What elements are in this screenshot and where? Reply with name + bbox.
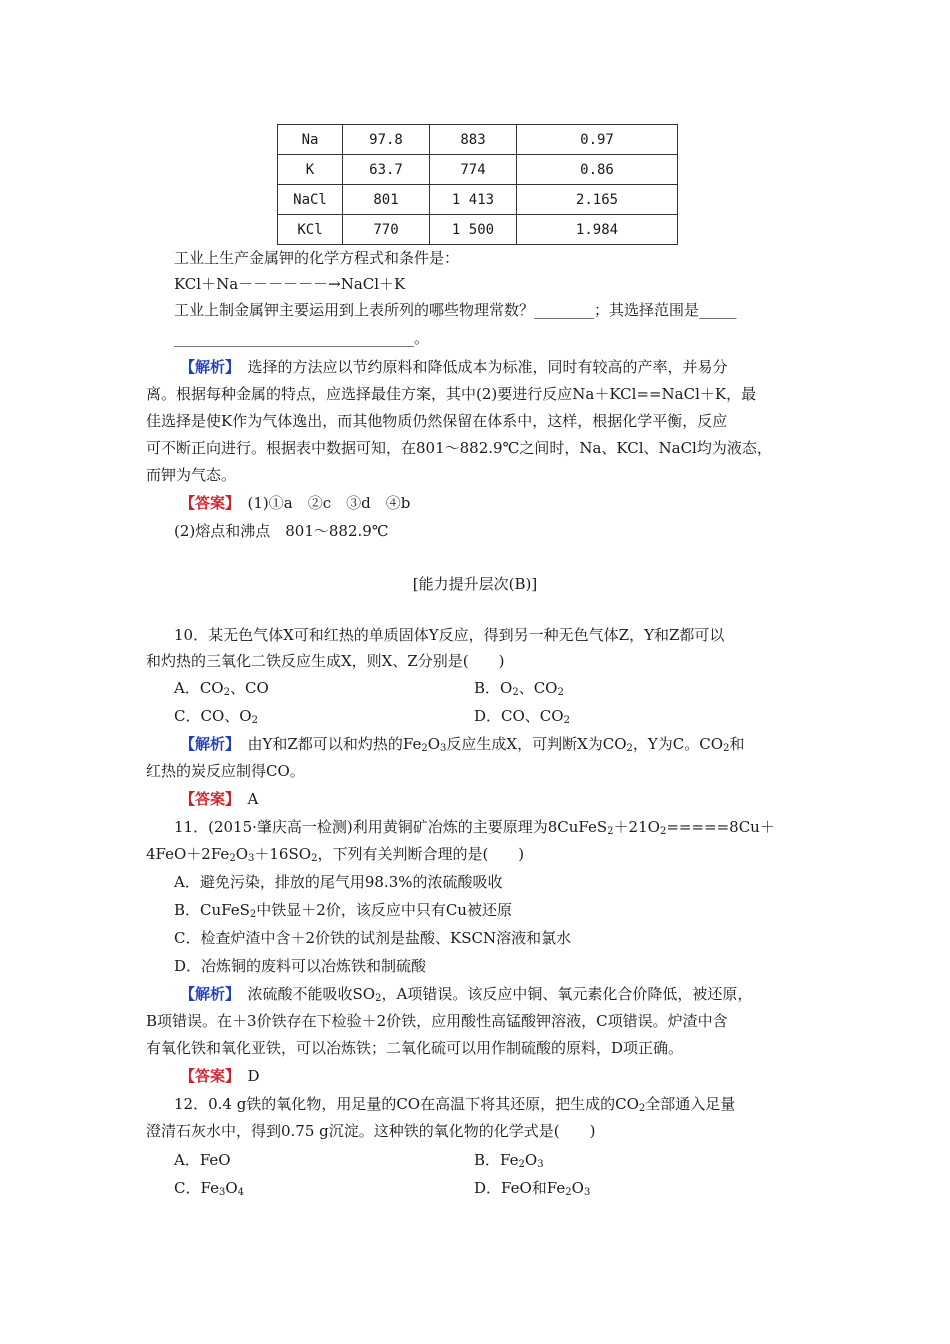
table-cell: Na <box>278 125 343 155</box>
q12-stem-line-1: 12．0.4 g铁的氧化物，用足量的CO在高温下将其还原，把生成的$CO_2$全部通入足量 <box>174 1095 736 1114</box>
table-cell: 774 <box>430 155 517 185</box>
table-row <box>278 125 678 155</box>
q11-answer: 【答案】 D <box>180 1067 260 1085</box>
q10-option-b: B．$O_2$、$CO_2$ <box>474 679 564 698</box>
q12-option-c: C．$Fe_3O_4$ <box>174 1179 245 1198</box>
section-title: [能力提升层次(B)] <box>412 575 538 593</box>
table-cell: NaCl <box>278 185 343 215</box>
q10-option-c: C．CO、$O_2$ <box>174 707 258 726</box>
q11-option-b: B．CuFeS$_2$中铁显＋2价，该反应中只有Cu被还原 <box>174 901 512 920</box>
table-cell: 0.86 <box>517 155 678 185</box>
q12-option-b: B．$Fe_2O_3$ <box>474 1151 544 1170</box>
q10-stem-line-1: 10．某无色气体X可和红热的单质固体Y反应，得到另一种无色气体Z，Y和Z都可以 <box>174 626 725 644</box>
q9-analysis-line-3: 佳选择是使K作为气体逸出，而其他物质仍然保留在体系中，这样，根据化学平衡，反应 <box>146 412 728 430</box>
table-cell: KCl <box>278 215 343 245</box>
table-row <box>278 155 678 185</box>
table-cell: 97.8 <box>343 125 430 155</box>
q11-option-a: A．避免污染，排放的尾气用98.3%的浓硫酸吸收 <box>174 873 503 891</box>
table-cell: 1.984 <box>517 215 678 245</box>
table-cell: 801 <box>343 185 430 215</box>
table-cell: K <box>278 155 343 185</box>
table-cell: 1 413 <box>430 185 517 215</box>
table-row <box>278 185 678 215</box>
q10-option-d: D．CO、$CO_2$ <box>474 707 570 726</box>
q10-option-a: A．$CO_2$、CO <box>174 679 269 698</box>
q11-analysis-line-3: 有氧化铁和氧化亚铁，可以冶炼铁；二氧化硫可以用作制硫酸的原料，D项正确。 <box>146 1039 684 1057</box>
q9-analysis-line-1: 【解析】 选择的方法应以节约原料和降低成本为标准，同时有较高的产率，并易分 <box>180 358 728 376</box>
answer-tag: 【答案】 <box>180 790 233 808</box>
q12-stem-line-2: 澄清石灰水中，得到0.75 g沉淀。这种铁的氧化物的化学式是( ) <box>146 1122 596 1140</box>
q10-analysis-line-1: 【解析】 由Y和Z都可以和灼热的$Fe_2O_3$反应生成X，可判断X为$CO_2$，Y为C。$CO_2$和 <box>180 735 745 754</box>
q11-stem-line-2: $4FeO+2Fe_2O_3+16SO_2$，下列有关判断合理的是( ) <box>146 845 525 864</box>
table-row <box>278 215 678 245</box>
answer-tag: 【答案】 <box>180 494 233 512</box>
q9-text-line-1: 工业上生产金属钾的化学方程式和条件是： <box>174 249 460 267</box>
analysis-tag: 【解析】 <box>180 735 233 753</box>
q11-stem-line-1: 11．(2015·肇庆高一检测)利用黄铜矿冶炼的主要原理为$8CuFeS_2+21O_2=====8Cu+$ <box>174 818 775 837</box>
q9-analysis-line-5: 而钾为气态。 <box>146 466 237 484</box>
table-cell: 2.165 <box>517 185 678 215</box>
table-cell: 63.7 <box>343 155 430 185</box>
analysis-tag: 【解析】 <box>180 358 233 376</box>
q12-option-a: A．FeO <box>174 1151 231 1169</box>
q9-equation: KCl＋Na－－－－－－→NaCl＋K <box>174 275 406 293</box>
q11-option-d: D．冶炼铜的废料可以冶炼铁和制硫酸 <box>174 957 427 975</box>
q9-blank-line: ________________________________。 <box>174 329 430 347</box>
table-cell: 0.97 <box>517 125 678 155</box>
q11-analysis-line-2: B项错误。在＋3价铁存在下检验＋2价铁，应用酸性高锰酸钾溶液，C项错误。炉渣中含 <box>146 1012 728 1030</box>
table-cell: 770 <box>343 215 430 245</box>
q10-answer: 【答案】 A <box>180 790 259 808</box>
table-cell: 1 500 <box>430 215 517 245</box>
analysis-tag: 【解析】 <box>180 985 233 1003</box>
q9-answer-line-1: 【答案】 (1)①a ②c ③d ④b <box>180 494 411 512</box>
q9-analysis-line-2: 离。根据每种金属的特点，应选择最佳方案，其中(2)要进行反应Na＋KCl==NaCl＋K，最 <box>146 385 757 403</box>
q9-text-line-3: 工业上制金属钾主要运用到上表所列的哪些物理常数？________；其选择范围是_____ <box>174 301 737 319</box>
metal-constants-table <box>277 124 678 245</box>
q9-answer-line-2: (2)熔点和沸点 801～882.9℃ <box>174 522 389 540</box>
answer-tag: 【答案】 <box>180 1067 233 1085</box>
q9-analysis-line-4: 可不断正向进行。根据表中数据可知，在801～882.9℃之间时，Na、KCl、NaCl均为液态， <box>146 439 772 457</box>
q12-option-d: D．FeO和$Fe_2O_3$ <box>474 1179 591 1198</box>
q11-option-c: C．检查炉渣中含＋2价铁的试剂是盐酸、KSCN溶液和氯水 <box>174 929 572 947</box>
table-cell: 883 <box>430 125 517 155</box>
q10-analysis-line-2: 红热的炭反应制得CO。 <box>146 762 305 780</box>
q11-analysis-line-1: 【解析】 浓硫酸不能吸收$SO_2$，A项错误。该反应中铜、氧元素化合价降低，被还原， <box>180 985 753 1004</box>
q10-stem-line-2: 和灼热的三氧化二铁反应生成X，则X、Z分别是( ) <box>146 652 505 670</box>
